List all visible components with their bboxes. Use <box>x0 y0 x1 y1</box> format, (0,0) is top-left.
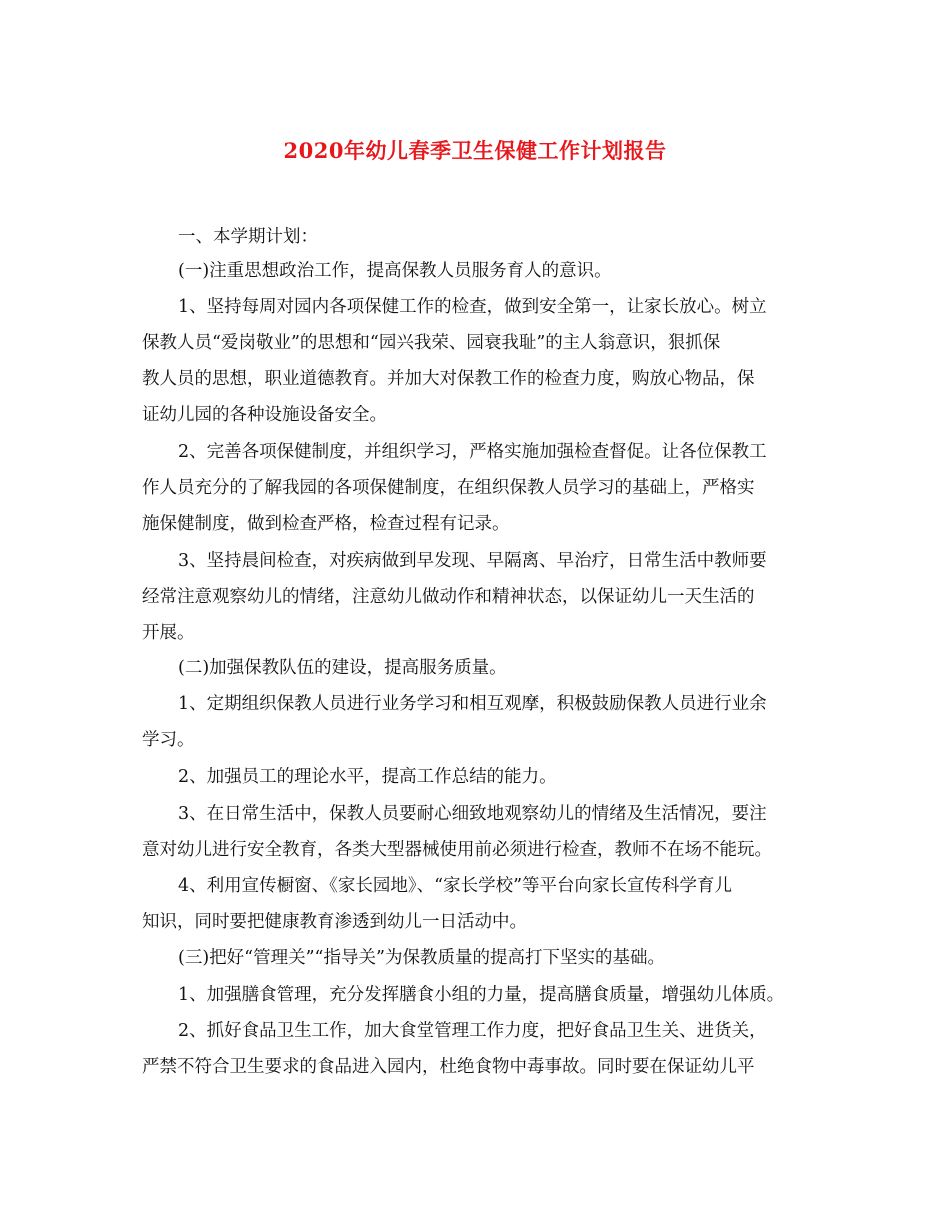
paragraph-line: 学习。 <box>142 730 195 750</box>
paragraph-line: 2、加强员工的理论水平，提高工作总结的能力。 <box>178 767 557 787</box>
paragraph-line: 1、定期组织保教人员进行业务学习和相互观摩，积极鼓励保教人员进行业余 <box>178 694 767 714</box>
paragraph-line: 开展。 <box>142 623 195 643</box>
paragraph-line: 1、加强膳食管理，充分发挥膳食小组的力量，提高膳食质量，增强幼儿体质。 <box>178 985 785 1005</box>
paragraph-line: 1、坚持每周对园内各项保健工作的检查，做到安全第一，让家长放心。树立 <box>178 297 767 317</box>
paragraph-line: 严禁不符合卫生要求的食品进入园内，杜绝食物中毒事故。同时要在保证幼儿平 <box>142 1057 755 1077</box>
paragraph-line: 3、在日常生活中，保教人员要耐心细致地观察幼儿的情绪及生活情况，要注 <box>178 804 767 824</box>
paragraph-line: 2、完善各项保健制度，并组织学习，严格实施加强检查督促。让各位保教工 <box>178 442 767 462</box>
subsection-heading: (一)注重思想政治工作，提高保教人员服务育人的意识。 <box>178 261 612 281</box>
section-heading: 一、本学期计划： <box>178 227 318 247</box>
document-title: 2020年幼儿春季卫生保健工作计划报告 <box>283 138 667 163</box>
paragraph-line: 2、抓好食品卫生工作，加大食堂管理工作力度，把好食品卫生关、进货关， <box>178 1021 767 1041</box>
paragraph-line: 经常注意观察幼儿的情绪，注意幼儿做动作和精神状态，以保证幼儿一天生活的 <box>142 587 755 607</box>
paragraph-line: 意对幼儿进行安全教育，各类大型器械使用前必须进行检查，教师不在场不能玩。 <box>142 840 772 860</box>
paragraph-line: 知识，同时要把健康教育渗透到幼儿一日活动中。 <box>142 912 527 932</box>
paragraph-line: 3、坚持晨间检查，对疾病做到早发现、早隔离、早治疗，日常生活中教师要 <box>178 551 767 571</box>
paragraph-line: 证幼儿园的各种设施设备安全。 <box>142 405 387 425</box>
paragraph-line: 教人员的思想，职业道德教育。并加大对保教工作的检查力度，购放心物品，保 <box>142 369 755 389</box>
subsection-heading: (三)把好“管理关”“指导关”为保教质量的提高打下坚实的基础。 <box>178 948 665 968</box>
subsection-heading: (二)加强保教队伍的建设，提高服务质量。 <box>178 658 507 678</box>
paragraph-line: 施保健制度，做到检查严格，检查过程有记录。 <box>142 514 510 534</box>
paragraph-line: 4、利用宣传橱窗、《家长园地》、“家长学校”等平台向家长宣传科学育儿 <box>178 876 733 896</box>
paragraph-line: 作人员充分的了解我园的各项保健制度，在组织保教人员学习的基础上，严格实 <box>142 478 755 498</box>
paragraph-line: 保教人员“爱岗敬业”的思想和“园兴我荣、园衰我耻”的主人翁意识，狠抓保 <box>142 333 721 353</box>
